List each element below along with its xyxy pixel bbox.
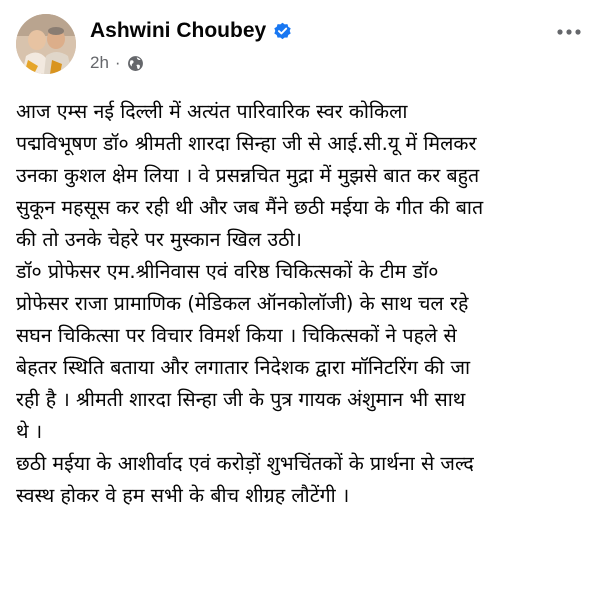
author-name-row: [90, 16, 292, 46]
post-text-line: सघन चिकित्सा पर विचार विमर्श किया । चिकित्सकों ने पहले से: [16, 324, 457, 347]
post-text-line: डॉ० प्रोफेसर एम.श्रीनिवास एवं वरिष्ठ चिकित्सकों के टीम डॉ०: [16, 260, 439, 283]
meta-separator: ·: [114, 53, 121, 72]
post-text-line: थे ।: [16, 420, 43, 443]
post-text-line: प्रोफेसर राजा प्रामाणिक (मेडिकल ऑनकोलॉजी) के साथ चल रहे: [16, 292, 469, 315]
more-options-icon[interactable]: [554, 22, 584, 42]
post-text-line: पद्मविभूषण डॉ० श्रीमती शारदा सिन्हा जी से आई.सी.यू में मिलकर: [16, 132, 477, 155]
post-text-line: स्वस्थ होकर वे हम सभी के बीच शीग्रह लौटेंगी ।: [16, 484, 350, 507]
verified-badge-icon: [273, 22, 292, 41]
post-text-line: रही है । श्रीमती शारदा सिन्हा जी के पुत्र गायक अंशुमान भी साथ: [16, 388, 466, 411]
post-header: [0, 0, 600, 90]
post-text-line: छठी मईया के आशीर्वाद एवं करोड़ों शुभचिंतकों के प्रार्थना से जल्द: [16, 452, 474, 475]
profile-photo-icon: [16, 14, 76, 74]
author-avatar[interactable]: [16, 14, 76, 74]
post-text-line: उनका कुशल क्षेम लिया । वे प्रसन्नचित मुद्रा में मुझसे बात कर बहुत: [16, 164, 480, 187]
globe-icon[interactable]: [127, 55, 144, 72]
post-meta: [90, 52, 144, 74]
author-name[interactable]: Ashwini Choubey: [90, 19, 267, 42]
post-timestamp[interactable]: 2h: [90, 53, 109, 72]
post-text-line: आज एम्स नई दिल्ली में अत्यंत पारिवारिक स्वर कोकिला: [16, 100, 408, 123]
post-text-line: की तो उनके चेहरे पर मुस्कान खिल उठी।: [16, 228, 302, 251]
post-text-line: बेहतर स्थिति बताया और लगातार निदेशक द्वारा मॉनिटरिंग की जा: [16, 356, 471, 379]
post-text-line: सुकून महसूस कर रही थी और जब मैंने छठी मईया के गीत की बात: [16, 196, 484, 219]
post-text: [16, 96, 584, 512]
